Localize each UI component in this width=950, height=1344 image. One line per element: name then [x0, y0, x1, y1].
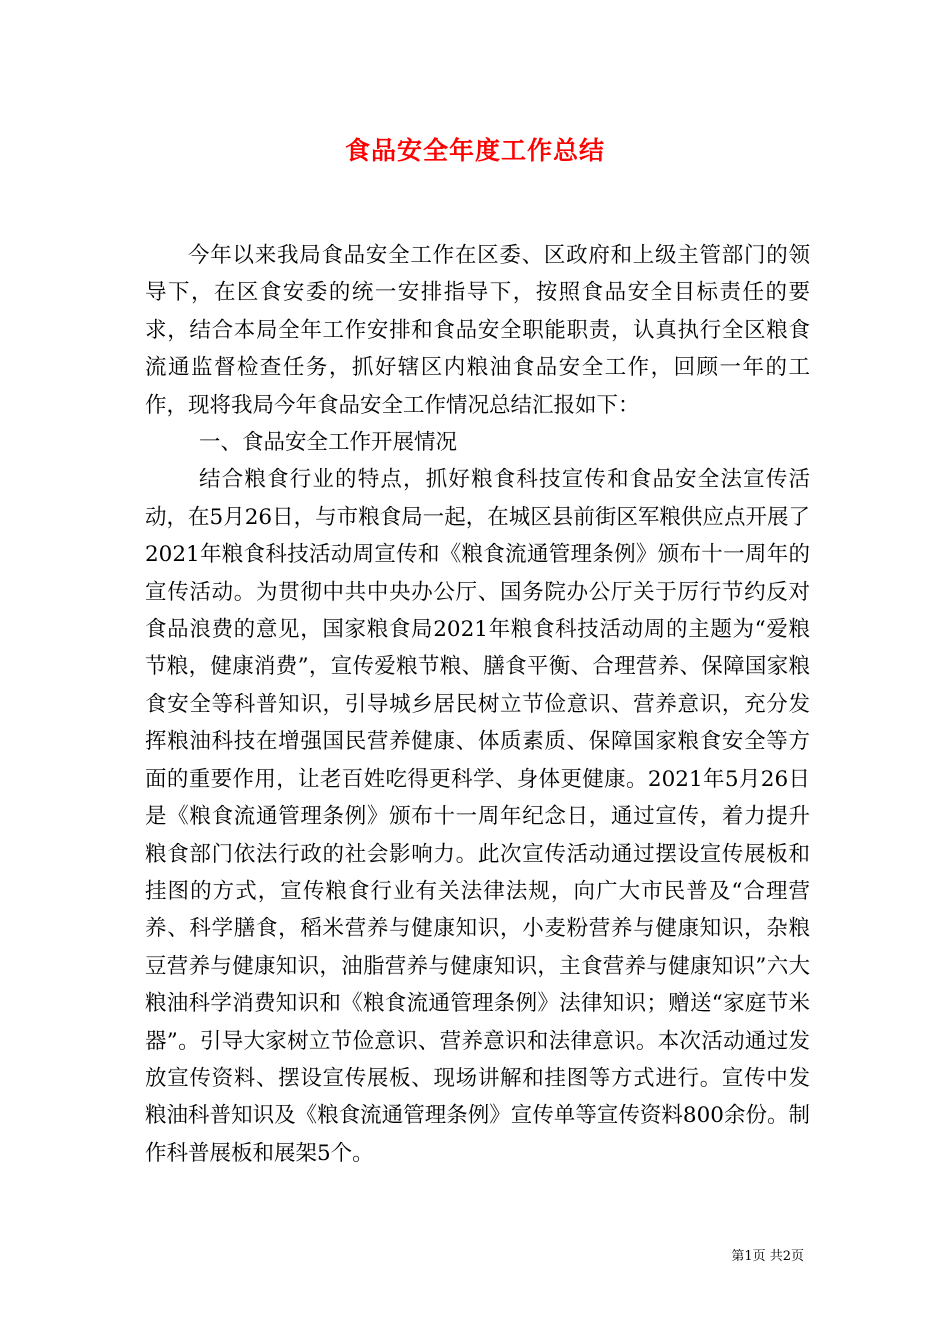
intro-paragraph: 今年以来我局食品安全工作在区委、区政府和上级主管部门的领导下，在区食安委的统一安排指导下，按照食品安全目标责任的要求，结合本局全年工作安排和食品安全职能职责，认真执行全区粮食流通监督检查任务，抓好辖区内粮油食品安全工作，回顾一年的工作，现将我局今年食品安全工作情况总结汇报如下： [145, 243, 810, 418]
section-heading: 一、食品安全工作开展情况 [199, 430, 458, 456]
page-number: 第1页 共2页 [731, 1249, 804, 1264]
document-body [145, 237, 810, 1172]
body-paragraph: 结合粮食行业的特点，抓好粮食科技宣传和食品安全法宣传活动，在5月26日，与市粮食局一起，在城区县前街区军粮供应点开展了2021年粮食科技活动周宣传和《粮食流通管理条例》颁布十一周年的宣传活动。为贯彻中共中央办公厅、国务院办公厅关于厉行节约反对食品浪费的意见，国家粮食局2021年粮食科技活动周的主题为“爱粮节粮，健康消费”，宣传爱粮节粮、膳食平衡、合理营养、保障国家粮食安全等科普知识，引导城乡居民树立节俭意识、营养意识，充分发挥粮油科技在增强国民营养健康、体质素质、保障国家粮食安全等方面的重要作用，让老百姓吃得更科学、身体更健康。2021年5月26日是《粮食流通管理条例》颁布十一周年纪念日，通过宣传，着力提升粮食部门依法行政的社会影响力。此次宣传活动通过摆设宣传展板和挂图的方式，宣传粮食行业有关法律法规，向广大市民普及“合理营养、科学膳食，稻米营养与健康知识，小麦粉营养与健康知识，杂粮豆营养与健康知识，油脂营养与健康知识，主食营养与健康知识”六大粮油科学消费知识和《粮食流通管理条例》法律知识；赠送“家庭节米器”。引导大家树立节俭意识、营养意识和法律意识。本次活动通过发放宣传资料、摆设宣传展板、现场讲解和挂图等方式进行。宣传中发粮油科普知识及《粮食流通管理条例》宣传单等宣传资料800余份。制作科普展板和展架5个。 [145, 467, 810, 1166]
document-title: 食品安全年度工作总结 [344, 136, 605, 165]
